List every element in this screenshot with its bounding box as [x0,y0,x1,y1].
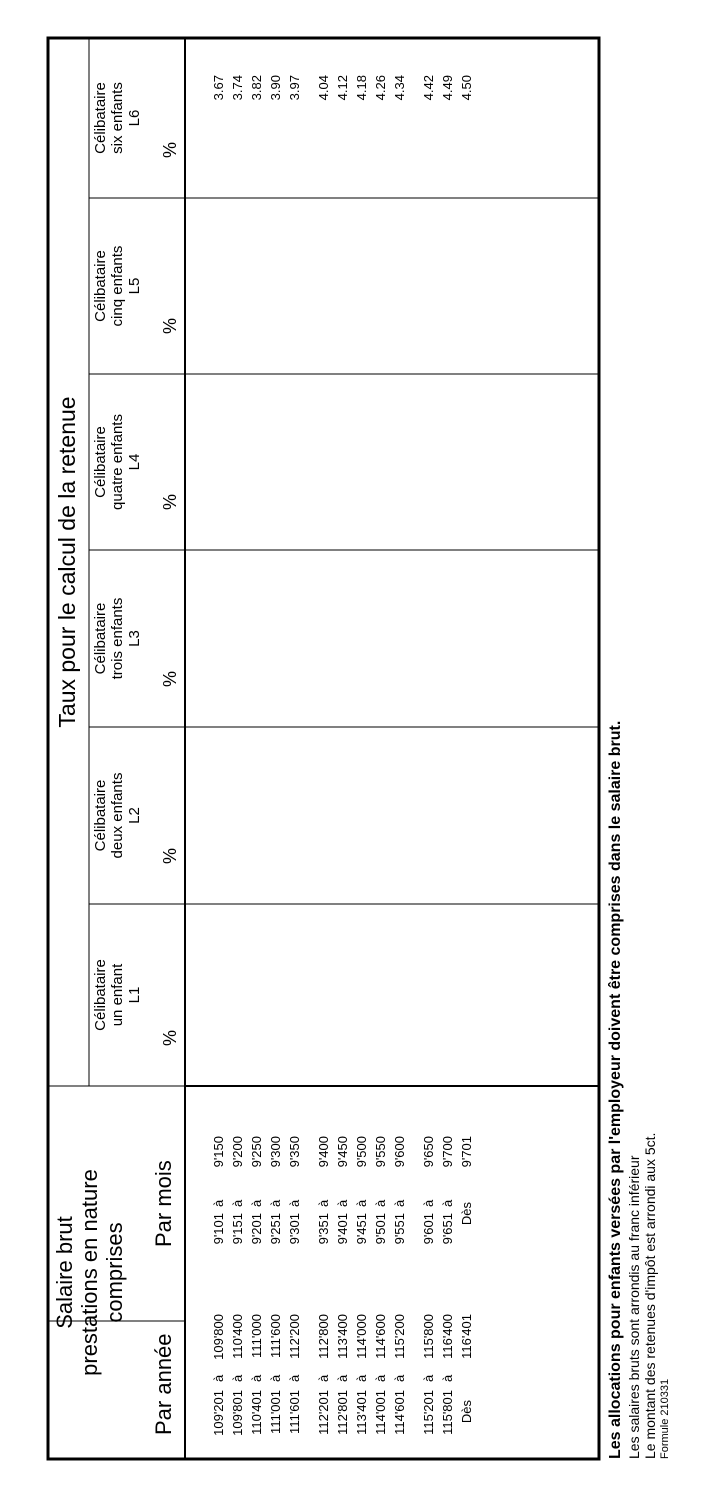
column-header-l3 [92,550,143,727]
column-header-l3-line-2: trois enfants [109,597,126,680]
row-1-y-from: 109'201 [211,1390,226,1436]
row-5-y-to: 112'200 [287,1314,302,1359]
column-header-l4 [92,374,143,550]
column-header-l5-line-3: L5 [126,277,143,295]
row-7-y-to: 113'400 [335,1314,350,1359]
row-6-m-sep: à [316,1199,331,1207]
row-10-m-sep: à [392,1199,407,1207]
row-1-y-to: 109'800 [211,1314,226,1360]
row-13-y-from: Dès [459,1400,474,1424]
row-13-m-to: 9'701 [459,1136,474,1168]
salary-header-line-2: prestations en nature [77,1169,102,1376]
row-8-m-from: 9'451 [354,1213,369,1245]
row-8-y-to: 114'000 [354,1314,369,1359]
row-1-l6: 3.67 [211,75,226,101]
row-4-m-to: 9'300 [268,1136,283,1168]
row-6-y-from: 112'201 [316,1390,331,1435]
row-11-l6: 4.42 [421,75,436,101]
row-8-y-sep: à [354,1374,369,1382]
row-7-m-from: 9'401 [335,1213,350,1245]
row-2-m-sep: à [230,1199,245,1207]
row-1-y-sep: à [211,1374,226,1382]
form-number: Formule 210331 [659,1378,671,1459]
row-12-m-from: 9'651 [440,1213,455,1245]
row-10-y-from: 114'601 [392,1390,407,1435]
column-header-l5-line-1: Célibataire [92,250,109,322]
percent-label-l1: % [160,1029,180,1046]
row-3-m-to: 9'250 [249,1136,264,1168]
row-9-m-to: 9'550 [373,1136,388,1168]
column-header-l2-line-2: deux enfants [109,772,126,859]
row-12-y-sep: à [440,1374,455,1382]
row-4-m-from: 9'251 [268,1213,283,1245]
column-header-l6 [92,38,143,198]
column-header-l1-line-2: un enfant [109,963,126,1027]
column-header-l5-line-2: cinq enfants [109,245,126,327]
par-annee-label: Par année [151,1333,176,1435]
row-4-y-from: 111'001 [268,1390,283,1434]
row-12-y-to: 116'400 [440,1314,455,1359]
column-header-l6-line-1: Célibataire [92,82,109,154]
row-5-y-from: 111'601 [287,1390,302,1434]
column-header-l3-line-1: Célibataire [92,602,109,675]
column-header-l1-line-3: L1 [126,986,143,1004]
row-6-y-to: 112'800 [316,1314,331,1359]
column-header-l6-line-3: L6 [126,109,143,127]
row-9-m-sep: à [373,1199,388,1207]
row-4-m-sep: à [268,1199,283,1207]
row-6-l6: 4.04 [316,75,331,101]
column-header-l2-line-1: Célibataire [92,779,109,852]
row-7-m-sep: à [335,1199,350,1207]
note-rounding-salary: Les salaires bruts sont arrondis au franc inférieur [626,1155,642,1459]
row-9-y-to: 114'600 [373,1314,388,1359]
row-6-m-from: 9'351 [316,1213,331,1245]
row-7-y-from: 112'801 [335,1390,350,1435]
row-12-m-to: 9'700 [440,1136,455,1168]
column-header-l6-line-2: six enfants [109,82,126,154]
column-header-l1 [92,904,143,1086]
row-2-y-sep: à [230,1374,245,1382]
salary-header-line-1: Salaire brut [52,1216,77,1329]
percent-label-l5: % [160,317,180,334]
row-13-y-to: 116'401 [459,1314,474,1359]
note-rounding-tax: Le montant des retenues d'impôt est arrondi aux 5ct. [642,1132,658,1459]
rate-header: Taux pour le calcul de la retenue [54,396,80,728]
row-5-y-sep: à [287,1374,302,1382]
salary-header-line-3: comprises [102,1222,127,1323]
row-10-m-from: 9'551 [392,1213,407,1245]
percent-label-l2: % [160,847,180,864]
row-5-m-to: 9'350 [287,1136,302,1168]
row-3-y-from: 110'401 [249,1390,264,1435]
row-13-l6: 4.50 [459,75,474,101]
row-11-y-sep: à [421,1374,436,1382]
column-header-l5 [92,198,143,374]
row-6-m-to: 9'400 [316,1136,331,1168]
column-header-l2 [92,727,143,904]
row-4-y-to: 111'600 [268,1314,283,1358]
row-3-m-sep: à [249,1199,264,1207]
par-mois-label: Par mois [151,1160,176,1247]
row-4-l6: 3.90 [268,75,283,101]
column-header-l4-line-2: quatre enfants [109,414,126,510]
row-4-y-sep: à [268,1374,283,1382]
row-12-l6: 4.49 [440,75,455,101]
column-header-l3-line-3: L3 [126,630,143,647]
row-5-m-sep: à [287,1199,302,1207]
row-11-y-to: 115'800 [421,1314,436,1359]
row-11-m-sep: à [421,1199,436,1207]
row-2-m-from: 9'151 [230,1213,245,1245]
column-header-l4-line-3: L4 [126,453,143,471]
percent-label-l4: % [160,493,180,510]
row-2-m-to: 9'200 [230,1136,245,1168]
row-12-y-from: 115'801 [440,1390,455,1435]
row-1-m-from: 9'101 [211,1213,226,1245]
row-13-m-sep: Dès [459,1202,474,1226]
notes [606,721,672,1459]
row-3-y-to: 111'000 [249,1314,264,1358]
row-10-y-to: 115'200 [392,1314,407,1359]
percent-label-l3: % [160,670,180,687]
row-3-m-from: 9'201 [249,1213,264,1245]
row-8-y-from: 113'401 [354,1390,369,1435]
row-1-m-to: 9'150 [211,1136,226,1168]
row-8-l6: 4.18 [354,75,369,101]
row-9-l6: 4.26 [373,75,388,101]
column-header-l1-line-1: Célibataire [92,959,109,1031]
row-11-y-from: 115'201 [421,1390,436,1435]
column-header-l4-line-1: Célibataire [92,426,109,498]
row-5-l6: 3.97 [287,75,302,101]
row-3-y-sep: à [249,1374,264,1382]
row-10-m-to: 9'600 [392,1136,407,1168]
row-8-m-sep: à [354,1199,369,1207]
salary-header [52,1086,127,1459]
row-5-m-from: 9'301 [287,1213,302,1245]
row-11-m-from: 9'601 [421,1213,436,1245]
row-7-l6: 4.12 [335,75,350,101]
row-12-m-sep: à [440,1199,455,1207]
column-header-l2-line-3: L2 [126,807,143,824]
percent-label-l6: % [160,141,180,158]
row-10-l6: 4.34 [392,75,407,101]
row-2-y-to: 110'400 [230,1314,245,1359]
row-11-m-to: 9'650 [421,1136,436,1168]
row-10-y-sep: à [392,1374,407,1382]
row-7-y-sep: à [335,1374,350,1382]
row-9-y-sep: à [373,1374,388,1382]
row-9-y-from: 114'001 [373,1390,388,1435]
row-9-m-from: 9'501 [373,1213,388,1245]
row-1-m-sep: à [211,1199,226,1207]
row-6-y-sep: à [316,1374,331,1382]
note-allocations: Les allocations pour enfants versées par l'employeur doivent être comprises dans le salaire brut. [607,720,624,1459]
row-3-l6: 3.82 [249,75,264,101]
row-8-m-to: 9'500 [354,1136,369,1168]
row-2-l6: 3.74 [230,75,245,101]
row-7-m-to: 9'450 [335,1136,350,1168]
row-2-y-from: 109'801 [230,1390,245,1436]
